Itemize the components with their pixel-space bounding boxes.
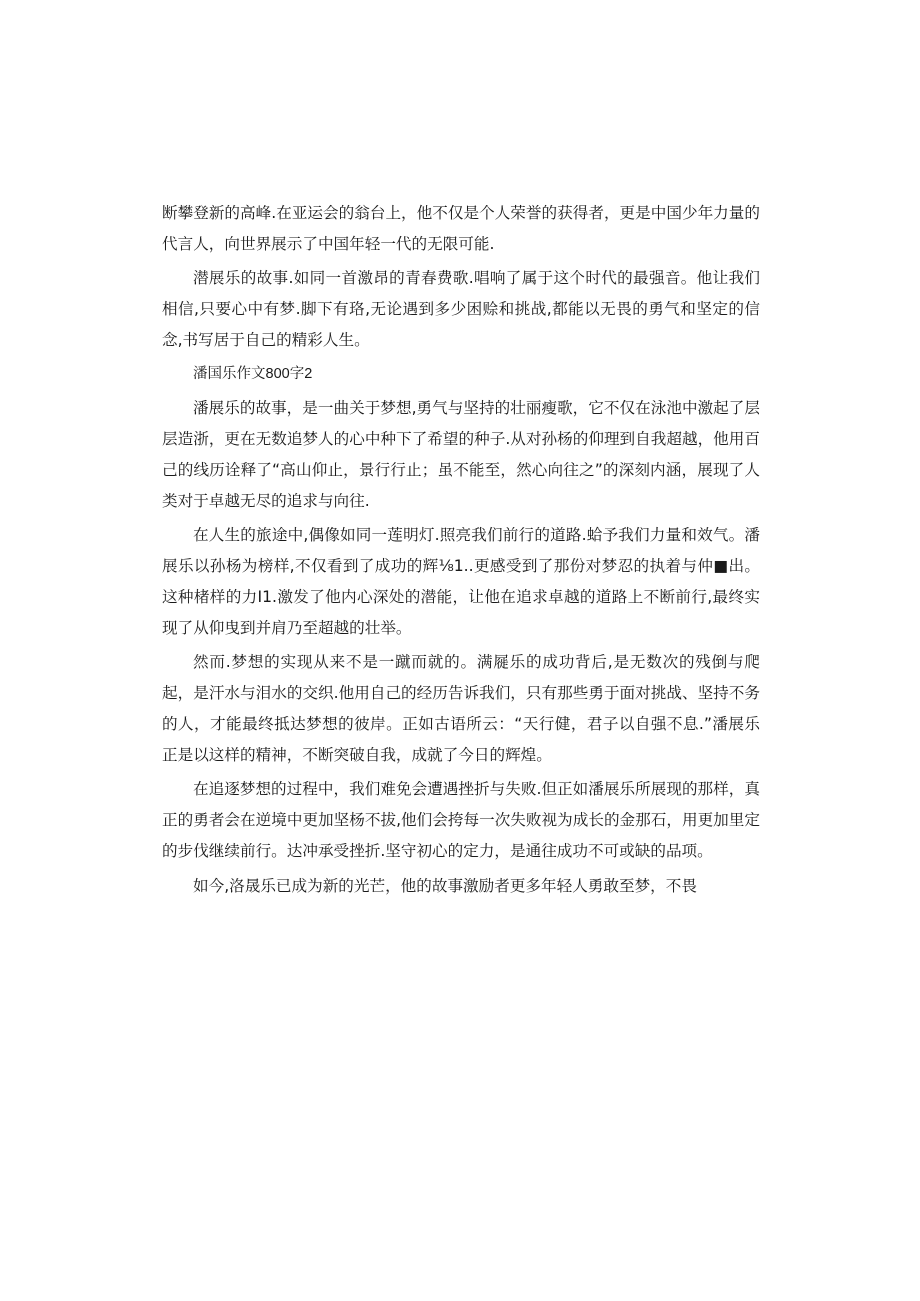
paragraph-continuation: 断攀登新的高峰.在亚运会的翁台上，他不仅是个人荣誉的获得者，更是中国少年力量的代言人，向世界展示了中国年轻一代的无限可能. [162,204,760,253]
document-page [162,198,760,905]
paragraph-idol-lamp: 在人生的旅途中,偶像如同一莲明灯.照亮我们前行的道路.蛤予我们力量和效气。潘展乐以孙杨为榜样,不仅看到了成功的辉⅛1..更感受到了那份对梦忍的执着与仲■出。这种楮样的力I1.激发了他内心深处的潜能，让他在追求卓越的道路上不断前行,最终实现了从仰曳到并肩乃至超越的壮举。 [162,526,760,637]
paragraph-dream-realization: 然而.梦想的实现从来不是一蹴而就的。满屣乐的成功背后,是无数次的残倒与爬起，是汗水与泪水的交织.他用自己的经历告诉我们，只有那些勇于面对挑战、坚持不务的人，才能最终抵达梦想的彼岸。正如古语所云：“天行健，君子以自强不息.”潘展乐正是以这样的精神，不断突破自我，成就了今日的辉煌。 [162,653,760,764]
paragraph-setbacks: 在追逐梦想的过程中，我们难免会遭遇挫折与失败.但正如潘展乐所展现的那样，真正的勇者会在逆境中更加坚杨不拔,他们会挎每一次失败视为成长的金那石，用更加里定的步伐继续前行。达冲承受挫折.坚守初心的定力，是通往成功不可或缺的品项。 [162,780,760,860]
paragraph-dream-courage: 潘展乐的故事，是一曲关于梦想,勇气与坚持的壮丽瘦歌，它不仅在泳池中激起了层层造浙，更在无数追梦人的心中种下了希望的种子.从对孙杨的仰理到自我超越，他用百己的线历诠释了“高山仰止，景行行止；虽不能至，然心向往之”的深刻内涵，展现了人类对于卓越无尽的追求与向往. [162,399,760,510]
paragraph-story-song: 潜展乐的故事.如同一首激昂的青春费歌.唱响了属于这个时代的最强音。他让我们相信,只要心中有梦.脚下有珞,无论遇到多少困赊和挑战,都能以无畏的勇气和坚定的信念,书写居于自己的精彩人生。 [162,269,760,349]
section-heading: 潘国乐作文800字2 [193,366,313,382]
paragraph-new-light: 如今,洛晟乐已成为新的光芒，他的故事激励者更多年轻人勇敢至梦，不畏 [193,877,697,895]
